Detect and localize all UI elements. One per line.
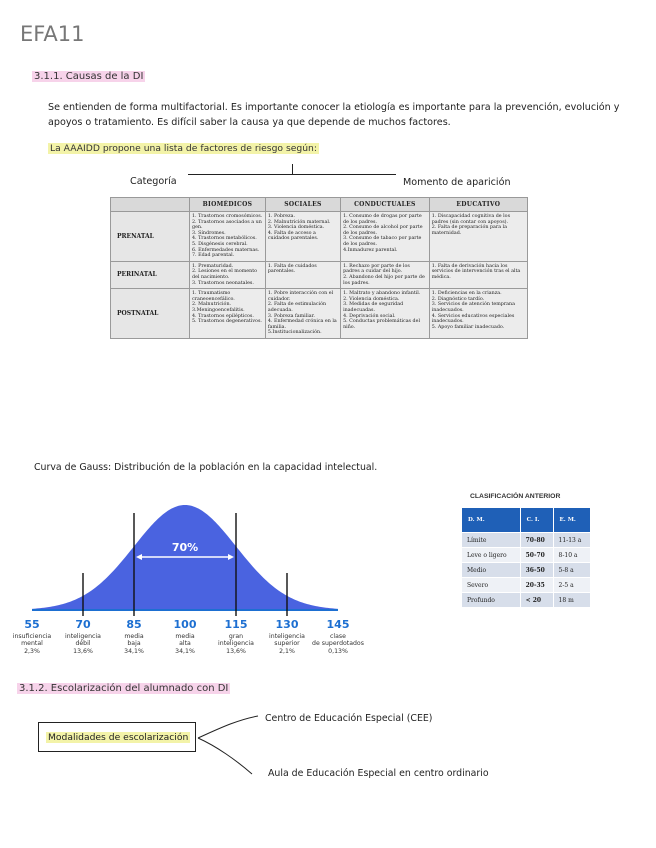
classification-cell: 8-10 a (553, 548, 590, 563)
classification-cell: Profundo (462, 593, 521, 608)
risk-cell (429, 261, 527, 288)
risk-factor-item: 2. Falta de estimulación adecuada. (267, 302, 327, 313)
gauss-tick-label: 100 (173, 618, 197, 631)
risk-table-header-row (111, 198, 528, 212)
risk-factor-item: 1. Traumatismo craneoencefálico. (192, 291, 235, 302)
risk-cell (341, 212, 430, 262)
risk-table-corner (111, 198, 190, 212)
intro-paragraph: Se entienden de forma multifactorial. Es importante conocer la etiología es importante para la prevención, evolución y apoyos o tratamiento. Es difícil saber la causa ya que depende de muchos factores. (48, 102, 620, 128)
branch-cee: Centro de Educación Especial (CEE) (265, 713, 433, 724)
branch-aula: Aula de Educación Especial en centro ordinario (268, 768, 489, 779)
branch-line-upper (198, 716, 258, 738)
gauss-category-label: clase (330, 633, 346, 640)
gauss-category-label: media (124, 633, 144, 640)
gauss-category-percent: 34,1% (175, 648, 195, 655)
risk-factor-item: 1. Pobreza. (267, 214, 295, 219)
risk-factor-item: 3. Servicios de atención temprana inadecuados. (431, 302, 515, 313)
aaidd-line: La AAAIDD propone una lista de factores de riesgo según: (50, 143, 317, 154)
risk-table-row (111, 261, 528, 288)
gauss-category-percent: 34,1% (124, 648, 144, 655)
risk-col-header: CONDUCTUALES (341, 198, 430, 212)
classification-col-header: D. M. (462, 508, 521, 533)
classification-cell: Límite (462, 533, 521, 548)
risk-row-label: PRENATAL (111, 212, 190, 262)
gauss-tick-label: 55 (24, 618, 40, 631)
risk-factor-item: 2. Falta de preparación para la maternidad. (431, 225, 507, 236)
gauss-caption: Curva de Gauss: Distribución de la población en la capacidad intelectual. (34, 462, 378, 473)
page-title: EFA11 (20, 22, 85, 46)
risk-factor-item: 5. Trastornos degenerativos. (192, 319, 262, 325)
risk-cell (190, 261, 266, 288)
risk-cell (429, 212, 527, 262)
risk-factor-item: 4. Falta de acceso a cuidados parentales. (267, 230, 319, 242)
risk-factor-item: 3. Violencia doméstica. (267, 225, 325, 231)
classification-cell: 36-50 (520, 563, 553, 578)
risk-factor-item: 3. Medidas de seguridad inadecuadas. (343, 302, 404, 313)
risk-factor-item: 4. Trastornos metabólicos. (192, 236, 257, 242)
risk-factor-item: 4. Servicios educativos especiales inadecuados. (431, 313, 515, 325)
risk-factor-item: 5. Disgénesis cerebral. (192, 241, 248, 247)
risk-factor-item: 3.Meningoencefalitis. (192, 307, 245, 313)
gauss-category-label: débil (75, 640, 91, 647)
classification-cell: 2-5 a (553, 578, 590, 593)
section-heading-escolarizacion: 3.1.2. Escolarización del alumnado con DI (19, 683, 229, 694)
risk-factor-item: 5.Institucionalización. (267, 330, 322, 336)
risk-factor-item: 2. Diagnóstico tardío. (431, 296, 485, 302)
risk-cell (190, 289, 266, 339)
gauss-category-label: de superdotados (312, 640, 364, 647)
connector-vertical (292, 164, 293, 174)
risk-table-row (111, 289, 528, 339)
classification-table (461, 507, 591, 608)
risk-factor-item: 5. Conductas problemáticas del niño. (343, 319, 420, 330)
risk-factor-item: 4. Trastornos epilépticos. (192, 313, 254, 319)
risk-factor-item: 2. Violencia doméstica. (343, 296, 400, 302)
risk-factor-item: 1. Rechazo por parte de los padres a cuidar del hijo. (343, 263, 410, 275)
moment-label: Momento de aparición (403, 177, 511, 188)
risk-factor-item: 4.Inmadurez parental. (343, 247, 398, 253)
risk-table-row (111, 212, 528, 262)
risk-factor-item: 1. Consumo de drogas por parte de los padres. (343, 214, 422, 225)
risk-factor-item: 3. Consumo de tabaco por parte de los padres. (343, 236, 422, 247)
gauss-category-label: inteligencia (65, 633, 101, 640)
risk-cell (190, 212, 266, 262)
risk-factor-item: 1. Deficiencias en la crianza. (431, 291, 502, 297)
risk-factor-item: 7. Edad parental. (192, 253, 235, 259)
classification-row (462, 548, 591, 563)
risk-factor-item: 2. Malnutrición maternal. (267, 219, 331, 225)
risk-row-label: POSTNATAL (111, 289, 190, 339)
classification-col-header: E. M. (553, 508, 590, 533)
risk-factor-item: 2. Trastornos asociados a un gen. (192, 219, 262, 231)
risk-factor-item: 1. Maltrato y abandono infantil. (343, 291, 421, 297)
classification-col-header: C. I. (520, 508, 553, 533)
risk-factor-item: 3. Trastornos neonatales. (192, 280, 254, 286)
risk-col-header: BIOMÉDICOS (190, 198, 266, 212)
classification-title: CLASIFICACIÓN ANTERIOR (470, 493, 561, 500)
classification-row (462, 533, 591, 548)
classification-row (462, 563, 591, 578)
gauss-tick-label: 115 (224, 618, 248, 631)
gauss-range-label: 70% (171, 541, 199, 554)
classification-row (462, 593, 591, 608)
risk-cell (265, 289, 340, 339)
branch-line-lower (198, 738, 252, 774)
branch-connector (196, 712, 266, 782)
gauss-tick-label: 85 (126, 618, 142, 631)
gauss-category-percent: 13,6% (226, 648, 246, 655)
risk-factor-item: 1. Falta de cuidados parentales. (267, 263, 317, 275)
risk-factor-item: 3. Pobreza familiar. (267, 313, 315, 319)
risk-cell (265, 212, 340, 262)
gauss-tick-label: 145 (326, 618, 350, 631)
classification-cell: 5-8 a (553, 563, 590, 578)
risk-col-header: SOCIALES (265, 198, 340, 212)
gauss-category-percent: 13,6% (73, 648, 93, 655)
risk-cell (429, 289, 527, 339)
risk-factor-item: 1. Trastornos cromosómicos. (192, 214, 263, 219)
risk-cell (341, 289, 430, 339)
risk-factor-table (110, 197, 528, 339)
risk-factor-item: 2. Lesiones en el momento del nacimiento. (192, 269, 258, 280)
classification-cell: 20-35 (520, 578, 553, 593)
risk-factor-item: 2. Malnutrición. (192, 302, 232, 308)
classification-cell: 50-70 (520, 548, 553, 563)
gauss-category-label: media (175, 633, 195, 640)
gauss-category-label: inteligencia (269, 633, 305, 640)
risk-col-header: EDUCATIVO (429, 198, 527, 212)
risk-factor-item: 6. Enfermedades maternas. (192, 247, 260, 253)
classification-cell: Medio (462, 563, 521, 578)
risk-factor-item: 1. Prematuridad. (192, 263, 234, 269)
classification-cell: 11-13 a (553, 533, 590, 548)
risk-cell (341, 261, 430, 288)
section-heading-causas: 3.1.1. Causas de la DI (34, 71, 144, 82)
risk-factor-item: 4. Deprivación social. (343, 313, 396, 319)
gauss-category-label: alta (179, 640, 191, 647)
modalidades-label: Modalidades de escolarización (48, 732, 189, 743)
gauss-tick-label: 70 (75, 618, 91, 631)
risk-factor-item: 3. Síndromes. (192, 230, 226, 236)
gauss-category-label: superior (274, 640, 300, 647)
classification-header-row (462, 508, 591, 533)
gauss-category-label: insuficiencia (12, 633, 52, 640)
risk-factor-item: 1. Pobre interacción con el cuidador. (267, 291, 334, 302)
classification-row (462, 578, 591, 593)
gauss-category-percent: 2,1% (279, 648, 295, 655)
risk-factor-item: 1. Falta de derivación hacia los servicios de intervención tras el alta médica. (431, 263, 521, 280)
classification-cell: < 20 (520, 593, 553, 608)
risk-factor-item: 1. Discapacidad cognitiva de los padres (sin contar con apoyos). (431, 214, 511, 225)
risk-row-label: PERINATAL (111, 261, 190, 288)
risk-factor-item: 2. Abandono del hijo por parte de los padres. (343, 274, 425, 286)
gauss-category-percent: 0,13% (328, 648, 348, 655)
classification-cell: 70-80 (520, 533, 553, 548)
risk-factor-item: 4. Enfermedad crónica en la familia. (267, 319, 337, 330)
gauss-category-label: gran (228, 633, 244, 640)
classification-cell: Leve o ligero (462, 548, 521, 563)
classification-cell: Severo (462, 578, 521, 593)
gauss-category-label: mental (21, 640, 43, 647)
risk-factor-item: 2. Consumo de alcohol por parte de los padres. (343, 225, 423, 236)
gauss-category-label: inteligencia (218, 640, 254, 647)
connector-horizontal (188, 174, 396, 175)
gauss-chart (12, 495, 364, 665)
gauss-tick-label: 130 (275, 618, 299, 631)
risk-cell (265, 261, 340, 288)
classification-cell: 18 m (553, 593, 590, 608)
risk-factor-item: 5. Apoyo familiar inadecuado. (431, 324, 505, 330)
gauss-category-percent: 2,3% (24, 648, 40, 655)
gauss-category-label: baja (127, 640, 141, 647)
category-label: Categoría (130, 176, 177, 187)
